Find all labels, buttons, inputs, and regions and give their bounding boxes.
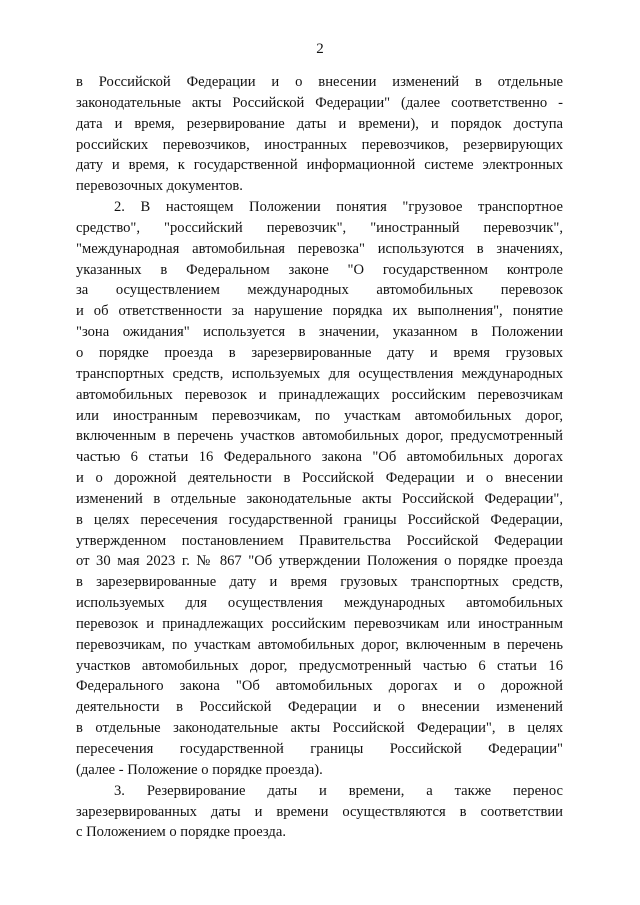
text-line: перевозок и принадлежащих российским перевозчикам или иностранным	[76, 615, 563, 632]
text-line: 2. В настоящем Положении понятия "грузовое транспортное	[114, 199, 563, 216]
text-line: в целях пересечения государственной границы Российской Федерации,	[76, 511, 563, 528]
text-line: (далее - Положение о порядке проезда).	[76, 761, 323, 778]
text-line: с Положением о порядке проезда.	[76, 824, 286, 841]
text-line: включенным в перечень участков автомобильных дорог, предусмотренный	[76, 428, 563, 445]
document-body	[76, 72, 563, 843]
text-line: и о дорожной деятельности в Российской Федерации и о внесении	[76, 470, 563, 487]
text-line: используемых для осуществления международных автомобильных	[76, 595, 563, 612]
text-line: средство", "российский перевозчик", "иностранный перевозчик",	[76, 219, 563, 236]
text-line: от 30 мая 2023 г. № 867 "Об утверждении Положения о порядке проезда	[76, 553, 563, 570]
text-line: в зарезервированные дату и время грузовых транспортных средств,	[76, 574, 563, 591]
text-line: автомобильных перевозок и принадлежащих российским перевозчикам	[76, 386, 563, 403]
text-line: транспортных средств, используемых для осуществления международных	[76, 365, 563, 382]
text-line: за осуществлением международных автомобильных перевозок	[76, 282, 563, 299]
text-line: Федерального закона "Об автомобильных дорогах и о дорожной	[76, 678, 563, 695]
text-line: о порядке проезда в зарезервированные дату и время грузовых	[76, 344, 563, 361]
text-line: дата и время, резервирование даты и времени), и порядок доступа	[76, 115, 563, 132]
text-line: утвержденном постановлением Правительства Российской Федерации	[76, 532, 563, 549]
text-line: "зона ожидания" используется в значении, указанном в Положении	[76, 324, 563, 341]
text-line: 3. Резервирование даты и времени, а также перенос	[114, 782, 563, 799]
text-line: частью 6 статьи 16 Федерального закона "Об автомобильных дорогах	[76, 449, 563, 466]
text-line: "международная автомобильная перевозка" используются в значениях,	[76, 240, 563, 257]
text-line: перевозчикам, по участкам автомобильных дорог, включенным в перечень	[76, 636, 563, 653]
text-line: изменений в отдельные законодательные акты Российской Федерации",	[76, 490, 563, 507]
text-line: деятельности в Российской Федерации и о внесении изменений	[76, 699, 563, 716]
text-line: зарезервированных даты и времени осуществляются в соответствии	[76, 803, 563, 820]
text-line: российских перевозчиков, иностранных перевозчиков, резервирующих	[76, 136, 563, 153]
text-line: дату и время, к государственной информационной системе электронных	[76, 157, 563, 174]
text-line: пересечения государственной границы Российской Федерации"	[76, 741, 563, 757]
text-line: участков автомобильных дорог, предусмотренный частью 6 статьи 16	[76, 657, 563, 674]
text-line: в отдельные законодательные акты Российской Федерации", в целях	[76, 720, 563, 737]
text-line: и об ответственности за нарушение порядка их выполнения", понятие	[76, 303, 563, 320]
text-line: в Российской Федерации и о внесении изменений в отдельные	[76, 74, 563, 90]
text-line: указанных в Федеральном законе "О государственном контроле	[76, 261, 563, 278]
text-line: законодательные акты Российской Федерации" (далее соответственно -	[76, 94, 563, 111]
page-number: 2	[316, 41, 324, 57]
text-line: перевозочных документов.	[76, 178, 243, 195]
text-line: или иностранным перевозчикам, по участкам автомобильных дорог,	[76, 407, 563, 424]
